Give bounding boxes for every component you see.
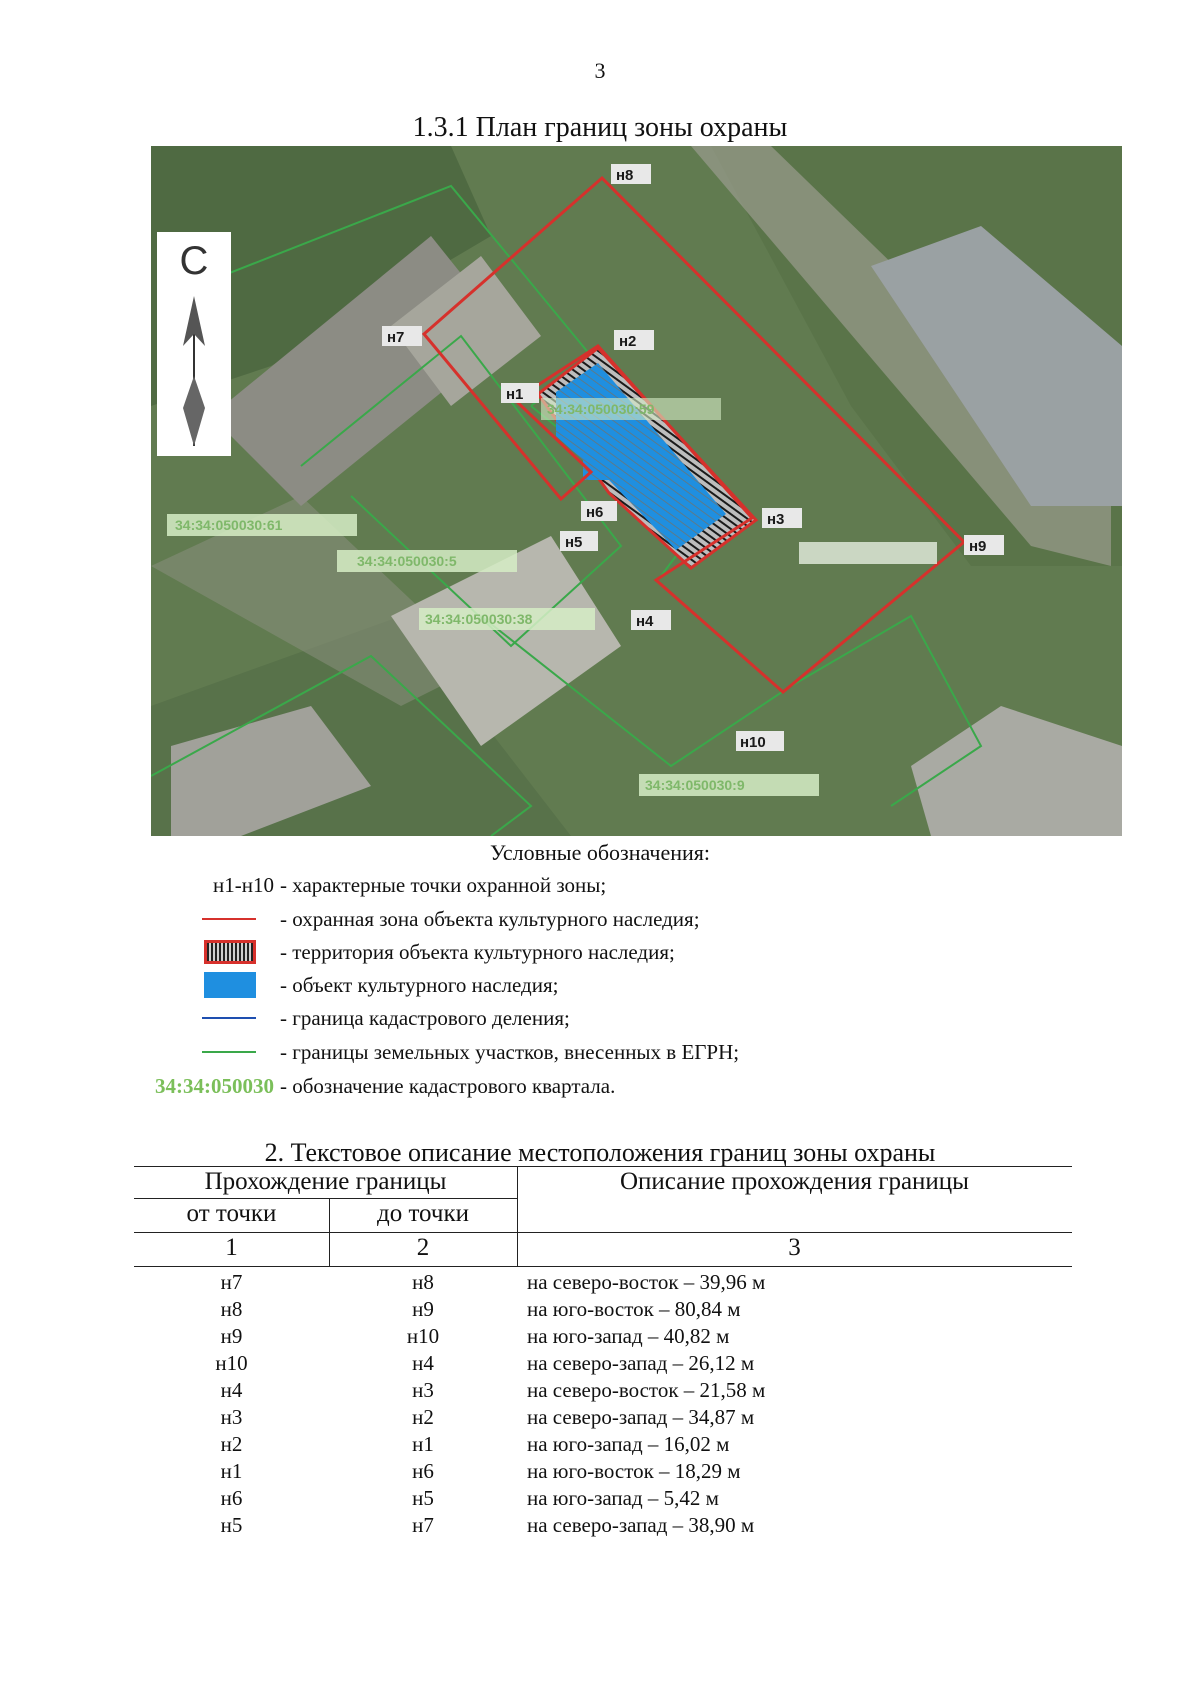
- point-label-n1: н1: [506, 386, 524, 403]
- legend-text: - границы земельных участков, внесенных в ЕГРН;: [280, 1039, 740, 1064]
- cell-from: н4: [220, 1378, 243, 1402]
- legend-title: Условные обозначения:: [489, 840, 711, 865]
- blue-line-symbol: [202, 1017, 256, 1019]
- cell-desc: на юго-запад – 16,02 м: [527, 1432, 730, 1456]
- cell-from: н10: [215, 1351, 248, 1375]
- point-label-n4: н4: [636, 613, 654, 630]
- parcel-label-5: 34:34:050030:5: [357, 553, 457, 569]
- cell-from: н8: [220, 1297, 243, 1321]
- cell-to: н4: [412, 1351, 434, 1375]
- header-group: Прохождение границы: [204, 1168, 447, 1195]
- table-rule: [134, 1198, 517, 1199]
- page-number: 3: [594, 58, 606, 83]
- cell-from: н1: [220, 1459, 243, 1483]
- cell-desc: на юго-восток – 80,84 м: [527, 1297, 741, 1321]
- legend-item-parcels: [120, 1037, 739, 1067]
- cell-to: н10: [406, 1324, 440, 1348]
- legend-item-territory: [120, 937, 675, 967]
- legend-item-cadastral: [120, 1003, 570, 1033]
- header-to: до точки: [376, 1200, 470, 1227]
- cell-from: н2: [220, 1432, 243, 1456]
- section-title: 2. Текстовое описание местоположения границ зоны охраны: [264, 1138, 936, 1167]
- point-label-n8: н8: [616, 167, 634, 184]
- table-rule: [134, 1266, 1072, 1267]
- legend-text: - характерные точки охранной зоны;: [280, 872, 607, 897]
- cell-desc: на юго-восток – 18,29 м: [527, 1459, 741, 1483]
- point-label-n6: н6: [586, 504, 604, 521]
- header-from: от точки: [186, 1200, 277, 1227]
- green-line-symbol: [202, 1051, 256, 1053]
- header-desc: Описание прохождения границы: [620, 1168, 969, 1195]
- legend-item-object: [120, 970, 558, 1000]
- col-number: 2: [416, 1234, 430, 1261]
- cell-desc: на северо-запад – 26,12 м: [527, 1351, 755, 1375]
- legend-key-text: 34:34:050030: [155, 1073, 274, 1098]
- legend-text: - объект культурного наследия;: [280, 972, 559, 997]
- col-number: 3: [788, 1234, 801, 1261]
- legend-text: - охранная зона объекта культурного наследия;: [280, 906, 700, 931]
- parcel-label-9: 34:34:050030:9: [645, 777, 745, 793]
- point-label-n5: н5: [565, 534, 583, 551]
- cell-desc: на юго-запад – 40,82 м: [527, 1324, 730, 1348]
- legend-item-points: [120, 870, 606, 900]
- cell-to: н1: [412, 1432, 434, 1456]
- parcel-label-bg: [799, 542, 937, 564]
- point-label-n7: н7: [387, 329, 405, 346]
- territory-hatch-symbol: [204, 940, 256, 964]
- parcel-label-59: 34:34:050030:59: [547, 401, 655, 417]
- point-label-n10: н10: [740, 734, 766, 751]
- cell-from: н7: [220, 1270, 243, 1294]
- cell-to: н7: [412, 1513, 434, 1537]
- legend-item-zone: [120, 904, 700, 934]
- cell-desc: на северо-запад – 38,90 м: [527, 1513, 755, 1537]
- cell-desc: на северо-восток – 21,58 м: [527, 1378, 766, 1402]
- table-rule: [134, 1232, 1072, 1233]
- north-label: С: [179, 239, 209, 283]
- cell-desc: на северо-запад – 34,87 м: [527, 1405, 755, 1429]
- legend-text: - территория объекта культурного наследия;: [280, 939, 675, 964]
- map-title: 1.3.1 План границ зоны охраны: [412, 112, 788, 143]
- cell-to: н3: [412, 1378, 434, 1402]
- col-number: 1: [225, 1234, 238, 1261]
- north-arrow: [157, 232, 231, 456]
- cell-from: н6: [220, 1486, 243, 1510]
- legend-item-kvartal: [120, 1071, 615, 1101]
- object-fill-symbol: [204, 972, 256, 998]
- cell-from: н3: [220, 1405, 243, 1429]
- boundary-map: [151, 146, 1122, 836]
- cell-to: н2: [412, 1405, 434, 1429]
- point-label-n2: н2: [619, 333, 637, 350]
- cell-to: н9: [412, 1297, 434, 1321]
- cell-to: н6: [412, 1459, 434, 1483]
- cell-to: н8: [412, 1270, 434, 1294]
- legend-key-text: н1-н10: [213, 872, 274, 897]
- legend-key: [120, 873, 280, 898]
- cell-desc: на юго-запад – 5,42 м: [527, 1486, 719, 1510]
- red-line-symbol: [202, 918, 256, 920]
- cell-from: н5: [220, 1513, 243, 1537]
- cell-to: н5: [412, 1486, 434, 1510]
- legend-text: - граница кадастрового деления;: [280, 1005, 570, 1030]
- map-canvas: [151, 146, 1122, 836]
- cell-from: н9: [220, 1324, 243, 1348]
- table-rule: [134, 1166, 1072, 1167]
- point-label-n9: н9: [969, 538, 987, 555]
- parcel-label-61: 34:34:050030:61: [175, 517, 283, 533]
- legend-text: - обозначение кадастрового квартала.: [280, 1073, 616, 1098]
- parcel-label-38: 34:34:050030:38: [425, 611, 533, 627]
- cell-desc: на северо-восток – 39,96 м: [527, 1270, 766, 1294]
- point-label-n3: н3: [767, 511, 785, 528]
